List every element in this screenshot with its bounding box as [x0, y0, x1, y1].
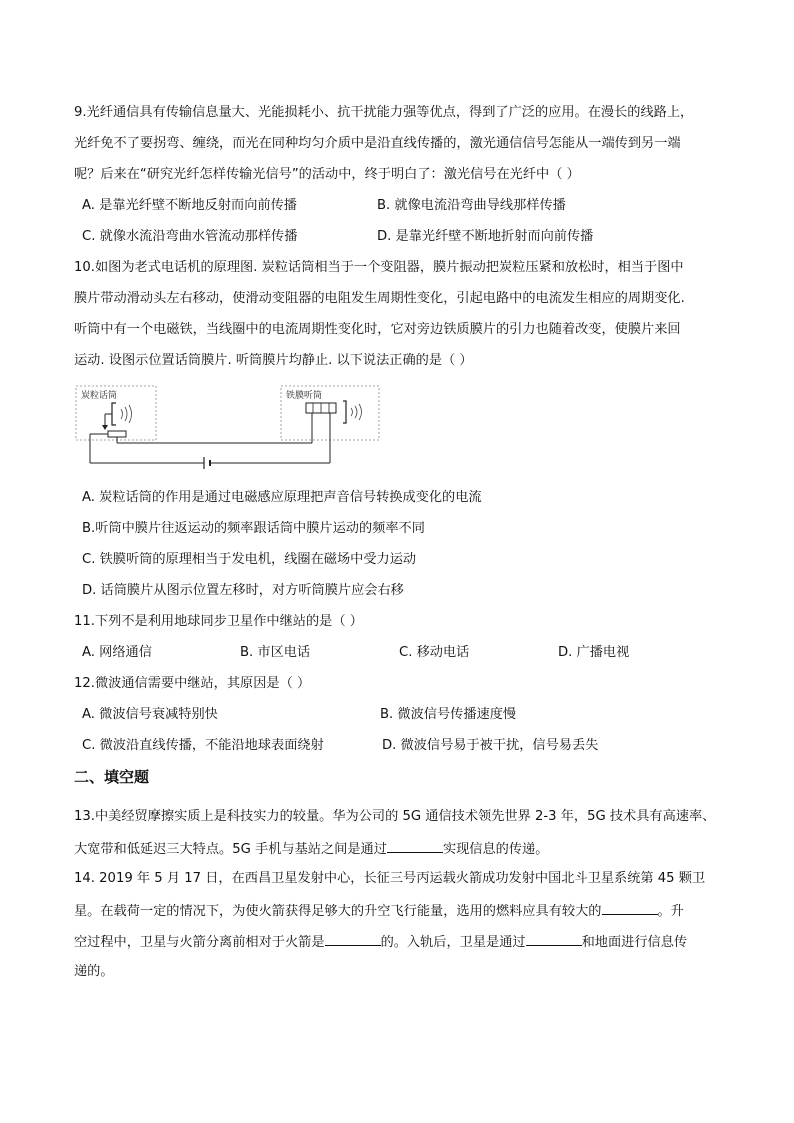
q13-text-after-blank: 实现信息的传递。: [442, 842, 549, 857]
q11-option-a[interactable]: A. 网络通信: [82, 645, 152, 660]
q10-option-a[interactable]: A. 炭粒话筒的作用是通过电磁感应原理把声音信号转换成变化的电流: [82, 490, 482, 505]
q14-text-after-blank-3: 和地面进行信息传: [581, 935, 688, 950]
q13-line-2: [74, 838, 548, 860]
q11-option-d[interactable]: D. 广播电视: [558, 645, 630, 660]
q12-option-c[interactable]: C. 微波沿直线传播，不能沿地球表面绕射: [82, 738, 324, 753]
q14-line-1: 14. 2019 年 5 月 17 日，在西昌卫星发射中心，长征三号丙运载火箭成功发射中国北斗卫星系统第 45 颗卫: [74, 871, 706, 886]
q12-option-d[interactable]: D. 微波信号易于被干扰，信号易丢失: [382, 738, 599, 753]
slider-head: [102, 425, 108, 430]
q12-option-b[interactable]: B. 微波信号传播速度慢: [380, 707, 517, 722]
q9-option-a[interactable]: A. 是靠光纤壁不断地反射而向前传播: [82, 198, 297, 213]
earpiece-label: 铁膜听筒: [286, 391, 323, 401]
q14-text-after-blank-1: 。升: [657, 904, 684, 919]
q13-blank-1[interactable]: [387, 838, 443, 853]
variable-resistor: [108, 431, 126, 437]
q12-option-a[interactable]: A. 微波信号衰减特别快: [82, 707, 218, 722]
q13-text-before-blank: 大宽带和低延迟三大特点。5G 手机与基站之间是通过: [74, 842, 387, 857]
q12-stem: 12.微波通信需要中继站，其原因是（ ）: [74, 676, 311, 691]
q14-blank-3[interactable]: [526, 931, 582, 946]
q14-text-before-blank-1: 星。在载荷一定的情况下，为使火箭获得足够大的升空飞行能量，选用的燃料应具有较大的: [74, 904, 602, 919]
q10-stem-line-3: 听筒中有一个电磁铁，当线圈中的电流周期性变化时，它对旁边铁质膜片的引力也随着改变，使膜片来回: [74, 322, 681, 337]
q14-line-4: 递的。: [74, 964, 114, 979]
q11-option-b[interactable]: B. 市区电话: [240, 645, 311, 660]
q10-stem-line-4: 运动. 设图示位置话筒膜片. 听筒膜片均静止. 以下说法正确的是（ ）: [74, 353, 473, 368]
mic-sound-wave-icon: [121, 409, 123, 419]
q10-stem-line-1: 10.如图为老式电话机的原理图. 炭粒话筒相当于一个变阻器，膜片振动把炭粒压紧和放松时，相当于图中: [74, 260, 684, 275]
mic-label: 炭粒话筒: [81, 391, 118, 401]
q10-option-c[interactable]: C. 铁膜听筒的原理相当于发电机，线圈在磁场中受力运动: [82, 552, 417, 567]
q14-line-3: [74, 931, 687, 953]
q9-option-c[interactable]: C. 就像水流沿弯曲水管流动那样传播: [82, 229, 298, 244]
q9-stem-line-3: 呢？后来在“研究光纤怎样传输光信号”的活动中，终于明白了：激光信号在光纤中（ ）: [74, 167, 580, 182]
q14-blank-1[interactable]: [602, 900, 658, 915]
q9-stem-line-2: 光纤免不了要拐弯、缠绕，而光在同种均匀介质中是沿直线传播的，激光通信信号怎能从一端传到另一端: [74, 136, 681, 151]
telephone-circuit-diagram: [74, 381, 384, 473]
q14-line-2: [74, 900, 684, 922]
q11-option-c[interactable]: C. 移动电话: [399, 645, 470, 660]
q11-stem: 11.下列不是利用地球同步卫星作中继站的是（ ）: [74, 614, 363, 629]
q9-option-b[interactable]: B. 就像电流沿弯曲导线那样传播: [377, 198, 566, 213]
mic-diaphragm: [112, 403, 116, 425]
q13-line-1: 13.中美经贸摩擦实质上是科技实力的较量。华为公司的 5G 通信技术领先世界 2-3 年，5G 技术具有高速率、: [74, 809, 716, 824]
q14-text-before-blank-2: 空过程中，卫星与火箭分离前相对于火箭是: [74, 935, 325, 950]
q9-option-d[interactable]: D. 是靠光纤壁不断地折射而向前传播: [377, 229, 594, 244]
q14-text-between-blanks: 的。入轨后，卫星是通过: [380, 935, 526, 950]
q10-option-d[interactable]: D. 话筒膜片从图示位置左移时，对方听筒膜片应会右移: [82, 583, 404, 598]
q10-stem-line-2: 膜片带动滑动头左右移动，使滑动变阻器的电阻发生周期性变化，引起电路中的电流发生相应的周期变化.: [74, 291, 685, 306]
q14-blank-2[interactable]: [325, 931, 381, 946]
earpiece-sound-wave-icon: [351, 408, 353, 416]
earpiece-diaphragm: [343, 401, 346, 423]
q10-option-b[interactable]: B.听筒中膜片往返运动的频率跟话筒中膜片运动的频率不同: [82, 521, 425, 536]
section-title-fill-in: 二、填空题: [74, 768, 150, 786]
q9-stem-line-1: 9.光纤通信具有传输信息量大、光能损耗小、抗干扰能力强等优点，得到了广泛的应用。在漫长的线路上，: [74, 105, 694, 120]
